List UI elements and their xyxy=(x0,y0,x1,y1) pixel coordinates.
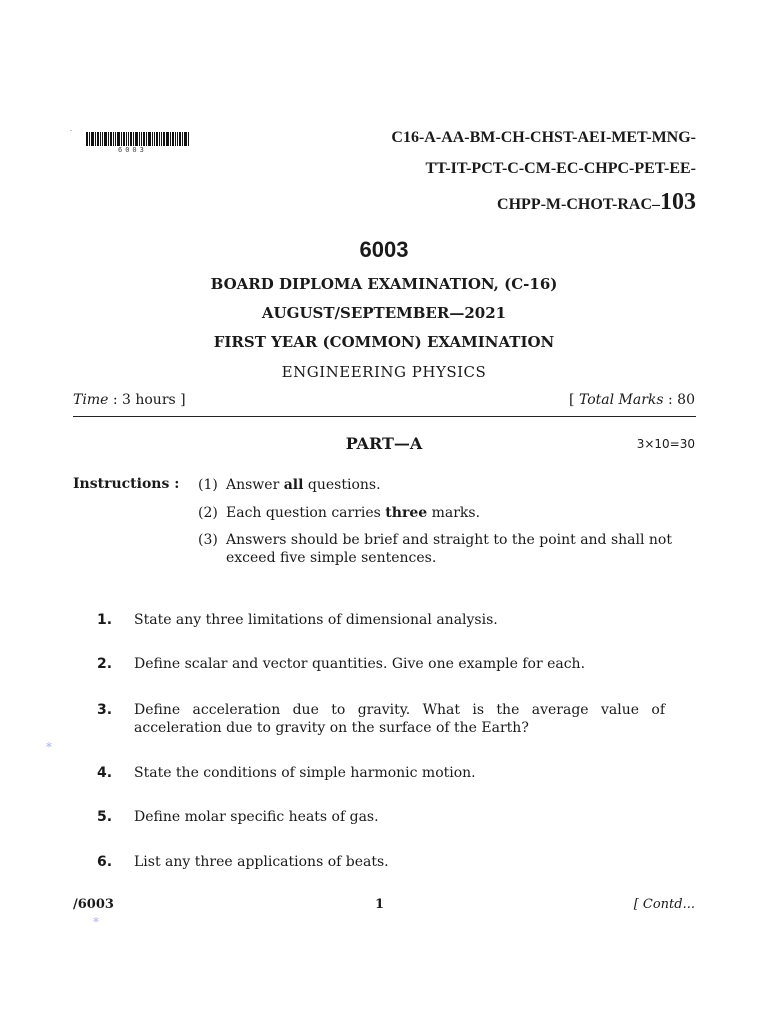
marks-value: : 80 xyxy=(663,392,695,408)
instruction-emphasis: three xyxy=(385,505,428,521)
instruction-number: (1) xyxy=(198,477,218,493)
question-item xyxy=(97,764,665,782)
question-text: Define acceleration due to gravity. What is the average value of acceleration due to gravity on the surface of the Earth? xyxy=(134,702,665,736)
time-allowed xyxy=(73,392,186,408)
time-value: : 3 hours ] xyxy=(108,392,186,408)
exam-title: FIRST YEAR (COMMON) EXAMINATION xyxy=(213,333,555,351)
instructions-label: Instructions : xyxy=(73,476,180,492)
question-text: Define molar specific heats of gas. xyxy=(134,809,379,825)
instruction-text: Answer xyxy=(226,477,284,493)
question-text: State the conditions of simple harmonic motion. xyxy=(134,765,476,781)
star-mark: * xyxy=(46,740,52,754)
divider xyxy=(73,416,696,417)
paper-code: 103 xyxy=(660,189,696,215)
instruction-item xyxy=(198,531,678,567)
instruction-emphasis: all xyxy=(283,477,304,493)
instruction-item xyxy=(198,504,678,522)
question-item xyxy=(97,655,665,673)
part-marks: 3×10=30 xyxy=(636,437,695,451)
question-text: Define scalar and vector quantities. Give one example for each. xyxy=(134,656,586,672)
board-title: BOARD DIPLOMA EXAMINATION, (C-16) xyxy=(210,275,558,293)
instruction-number: (3) xyxy=(198,532,218,548)
question-item xyxy=(97,701,665,737)
subject-title: ENGINEERING PHYSICS xyxy=(281,363,487,381)
question-number: 1. xyxy=(97,612,113,628)
session-title: AUGUST/SEPTEMBER—2021 xyxy=(261,304,507,322)
question-number: 2. xyxy=(97,656,113,672)
marks-prefix: [ xyxy=(569,392,579,408)
question-number: 4. xyxy=(97,765,113,781)
barcode-number: 6003 xyxy=(118,146,147,154)
question-item xyxy=(97,611,665,629)
question-number: 3. xyxy=(97,702,113,718)
question-number: 6. xyxy=(97,854,113,870)
course-code-line-1: C16-A-AA-BM-CH-CHST-AEI-MET-MNG- xyxy=(391,129,696,146)
total-marks xyxy=(569,392,695,408)
print-mark: · xyxy=(70,128,72,135)
course-code-line-3 xyxy=(497,189,696,216)
question-text: State any three limitations of dimensional analysis. xyxy=(134,612,498,628)
course-code-line-3-text: CHPP-M-CHOT-RAC– xyxy=(497,196,660,213)
question-number: 5. xyxy=(97,809,113,825)
instruction-text: Answers should be brief and straight to the point and shall not exceed five simple sentences. xyxy=(226,532,672,566)
page-number: 1 xyxy=(375,897,385,912)
footer-code: /6003 xyxy=(73,897,114,912)
continued-text: [ Contd... xyxy=(633,897,695,912)
time-label: Time xyxy=(73,392,109,408)
instruction-text: questions. xyxy=(303,477,381,493)
question-item xyxy=(97,808,665,826)
marks-label: Total Marks xyxy=(578,392,664,408)
question-text: List any three applications of beats. xyxy=(134,854,389,870)
barcode-image xyxy=(86,132,194,146)
instruction-number: (2) xyxy=(198,505,218,521)
star-mark: * xyxy=(93,915,99,929)
continued-note xyxy=(634,897,695,912)
question-item xyxy=(97,853,665,871)
instruction-text: marks. xyxy=(427,505,481,521)
instruction-text: Each question carries xyxy=(226,505,386,521)
instruction-item xyxy=(198,476,678,494)
part-title: PART—A xyxy=(345,434,423,453)
course-code-line-2: TT-IT-PCT-C-CM-EC-CHPC-PET-EE- xyxy=(425,160,696,177)
exam-number: 6003 xyxy=(359,237,409,262)
